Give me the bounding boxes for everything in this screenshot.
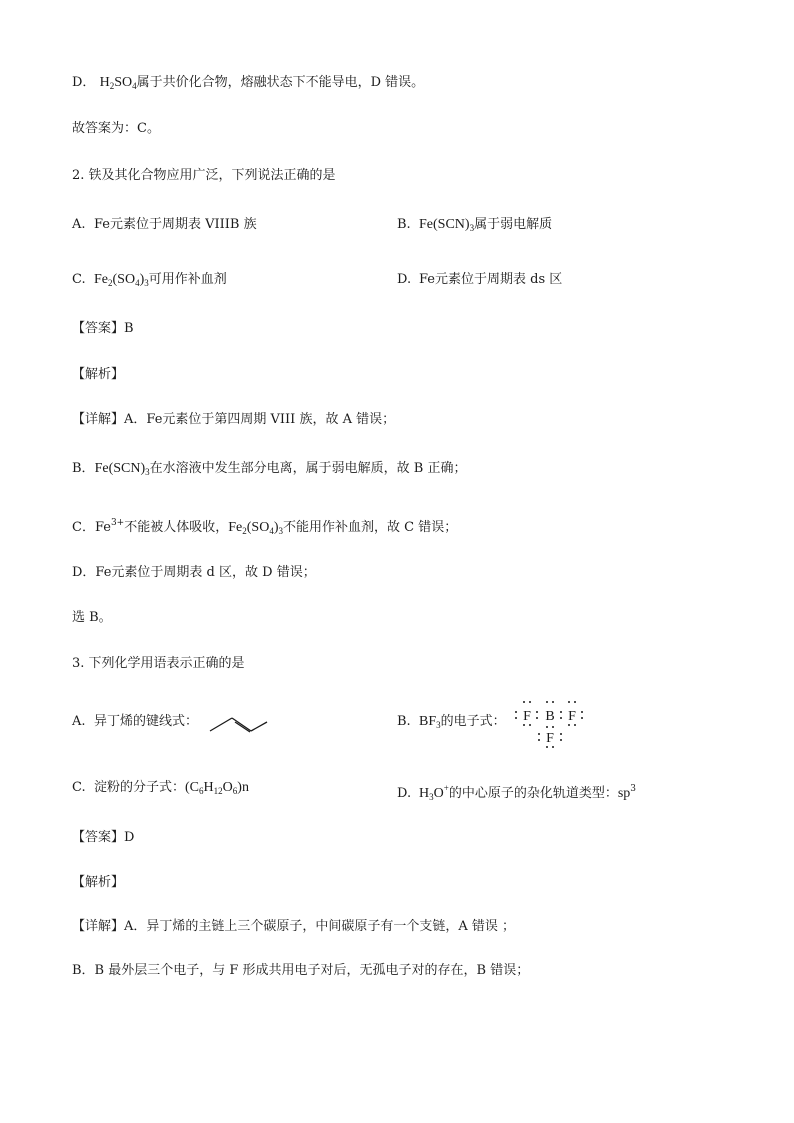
- question-3-option-c[interactable]: C. 淀粉的分子式：$(C_6H_{12}O_6)n$: [72, 780, 249, 796]
- paragraph-text: 属于共价化合物，熔融状态下不能导电，D 错误。: [136, 75, 425, 90]
- formula-bf3: $BF_3$: [419, 714, 441, 730]
- question-2-option-c[interactable]: C. $Fe_2(SO_4)_3$可用作补血剂: [72, 272, 227, 288]
- question-2-detail-b: B．$Fe(SCN)_3$在水溶液中发生部分电离，属于弱电解质，故 B 正确；: [72, 461, 467, 477]
- question-3-answer: 【答案】D: [72, 830, 135, 845]
- formula-h3o: $H_3O^+$: [419, 783, 449, 802]
- question-2-analysis-heading: 【解析】: [72, 367, 125, 382]
- option-label: D．: [72, 75, 96, 90]
- question-2-stem: 2. 铁及其化合物应用广泛，下列说法正确的是: [72, 168, 336, 183]
- formula-fescn3: $Fe(SCN)_3$: [419, 217, 475, 233]
- electron-dot-structure: [512, 694, 586, 748]
- question-2-detail-a: 【详解】A．Fe元素位于第四周期 VIII 族，故 A 错误；: [72, 412, 396, 427]
- question-3-option-a[interactable]: A. 异丁烯的键线式：: [72, 714, 199, 729]
- formula-fe2so43: $Fe_2(SO_4)_3$: [94, 272, 149, 288]
- bf3-atom-f-bottom: F: [546, 731, 554, 746]
- question-3-stem: 3. 下列化学用语表示正确的是: [72, 656, 245, 671]
- question-2-detail-d: D．Fe元素位于周期表 d 区，故 D 错误；: [72, 565, 316, 580]
- question-2-option-d[interactable]: D. Fe元素位于周期表 ds 区: [397, 272, 563, 287]
- question-2-option-a[interactable]: A. Fe元素位于周期表 VIIIB 族: [72, 217, 257, 232]
- skeletal-formula-drawing: [208, 712, 270, 734]
- question-2-answer: 【答案】B: [72, 321, 134, 336]
- question-3-detail-b: B．B 最外层三个电子，与 F 形成共用电子对后，无孤电子对的存在，B 错误；: [72, 963, 530, 978]
- bf3-atom-f-left: F: [523, 709, 531, 724]
- question-3-option-d[interactable]: D. $H_3O^+$的中心原子的杂化轨道类型：$sp^3$: [397, 783, 637, 802]
- question-2-option-b[interactable]: B. $Fe(SCN)_3$属于弱电解质: [397, 217, 553, 233]
- answer-conclusion: 故答案为：C。: [72, 121, 160, 136]
- question-2-selection: 选 B。: [72, 610, 112, 625]
- bf3-atom-b: B: [545, 709, 555, 724]
- formula-fescn3: $Fe(SCN)_3$: [94, 461, 150, 477]
- question-3-option-b[interactable]: B. $BF_3$的电子式：: [397, 714, 506, 730]
- formula-starch: $(C_6H_{12}O_6)n$: [185, 780, 249, 796]
- question-3-detail-a: 【详解】A．异丁烯的主链上三个碳原子，中间碳原子有一个支链，A 错误 ；: [72, 919, 516, 934]
- paragraph-h2so4: [72, 74, 424, 95]
- formula-fe2so43: $Fe_2(SO_4)_3$: [228, 520, 283, 536]
- formula-h2so4: $H_2SO_4$: [99, 75, 137, 91]
- question-3-analysis-heading: 【解析】: [72, 875, 125, 890]
- bf3-atom-f-right: F: [568, 709, 576, 724]
- question-2-detail-c: C．$Fe^{3+}$不能被人体吸收，$Fe_2(SO_4)_3$不能用作补血剂，故 C 错误；: [72, 518, 458, 536]
